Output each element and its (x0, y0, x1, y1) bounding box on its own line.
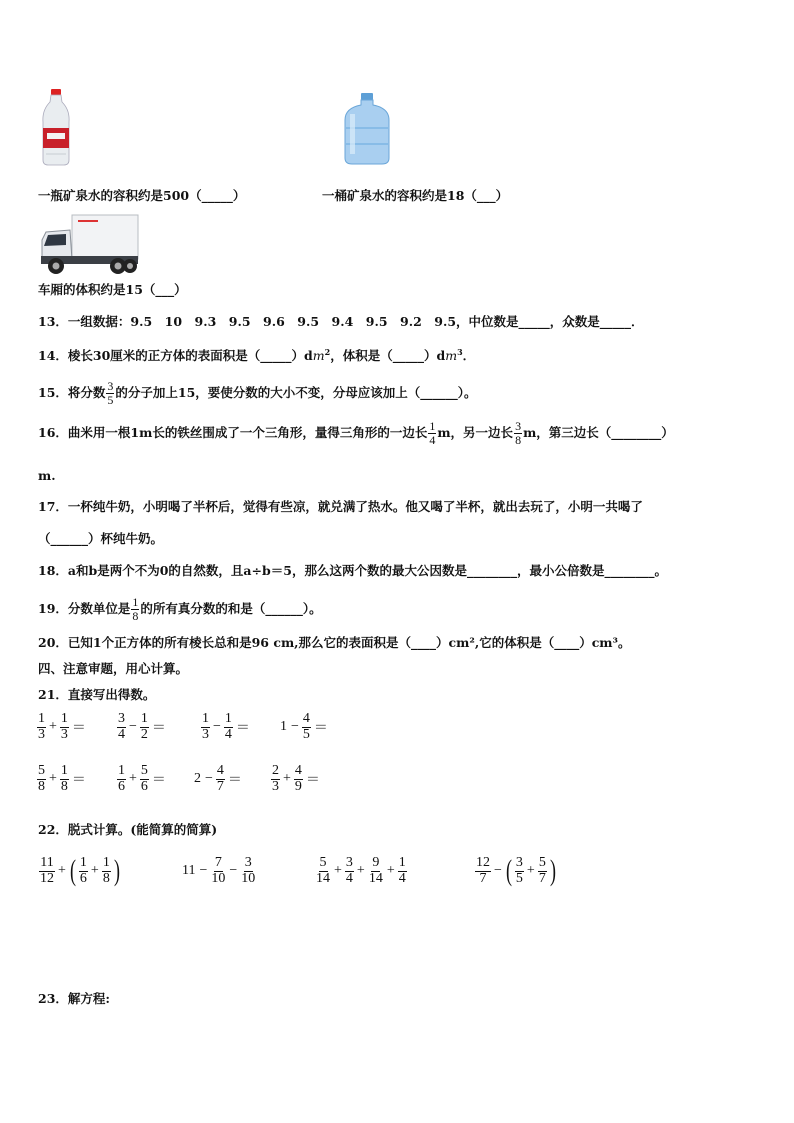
q21-expression (116, 764, 168, 794)
operator: 11 (182, 863, 196, 879)
q16-text-c: m，第三边长（________） (523, 424, 674, 440)
operator: + (334, 863, 342, 879)
fraction: $\frac{9}{14}$ (368, 855, 383, 886)
question-14 (38, 348, 475, 363)
operator: ＝ (151, 721, 166, 737)
operator: + (58, 863, 66, 879)
fraction-one-quarter: $\frac{1}{4}$ (429, 419, 436, 447)
question-13: 13．一组数据：9.5 10 9.3 9.5 9.6 9.5 9.4 9.5 9.2 9.5，中位数是_____，众数是_____． (38, 314, 644, 329)
fraction: $\frac{1}{3}$ (60, 711, 68, 742)
q14-text-a: 14．棱长30厘米的正方体的表面积是（_____）d (38, 348, 313, 364)
water-bottle-icon (40, 88, 72, 166)
section-4-heading: 四、注意审题，用心计算。 (38, 661, 189, 676)
q22-expression (180, 856, 257, 886)
q14-unit-m2: m (312, 348, 325, 364)
operator: 1 (280, 719, 287, 735)
q14-unit-m3: m (445, 348, 458, 364)
jug-caption: 一桶矿泉水的容积约是18（___） (322, 188, 509, 203)
fraction: $\frac{12}{7}$ (476, 855, 490, 886)
operator: ＝ (227, 773, 242, 789)
operator: − (229, 863, 238, 879)
truck-caption: 车厢的体积约是15（___） (38, 282, 187, 297)
fraction: $\frac{1}{6}$ (118, 763, 125, 794)
q14-text-b: ，体积是（_____）d (330, 348, 446, 364)
operator: 2 (194, 771, 201, 787)
fraction: $\frac{1}{3}$ (202, 711, 209, 742)
q15-text-b: 的分子加上15，要使分数的大小不变，分母应该加上（______）。 (115, 384, 477, 400)
fraction: $\frac{3}{5}$ (515, 855, 523, 886)
question-23: 23．解方程: (38, 991, 111, 1006)
fraction: $\frac{3}{4}$ (345, 855, 353, 886)
operator: − (213, 719, 221, 735)
question-15 (38, 380, 477, 406)
q21-expression (36, 764, 88, 794)
fraction: $\frac{1}{2}$ (140, 711, 148, 742)
q21-expression (270, 764, 322, 794)
question-17: 17．一杯纯牛奶，小明喝了半杯后，觉得有些凉，就兑满了热水。他又喝了半杯，就出去玩了，小明一共喝了 (38, 499, 643, 514)
operator: + (356, 863, 365, 879)
fraction: $\frac{5}{8}$ (38, 763, 45, 794)
operator: + (283, 771, 291, 787)
operator: − (129, 719, 137, 735)
question-17-cont: （______）杯纯牛奶。 (38, 531, 164, 546)
question-16 (38, 420, 674, 446)
fraction: $\frac{1}{8}$ (102, 855, 110, 886)
question-18: 18．a和b是两个不为0的自然数，且a÷b＝5，那么这两个数的最大公因数是________，最小公倍数是________。 (38, 563, 667, 578)
water-jug-icon (342, 92, 392, 166)
q19-text-a: 19．分数单位是 (38, 600, 131, 616)
fraction: $\frac{1}{3}$ (38, 711, 45, 742)
question-22: 22．脱式计算。(能简算的简算) (38, 822, 218, 837)
operator: − (199, 863, 208, 879)
bottle-caption: 一瓶矿泉水的容积约是500（_____） (38, 188, 246, 203)
operator: − (494, 863, 502, 879)
q16-text-b: m，另一边长 (437, 424, 514, 440)
q16-unit: m. (38, 468, 56, 483)
truck-icon (38, 212, 140, 276)
question-19 (38, 596, 322, 622)
fraction: $\frac{5}{14}$ (316, 855, 330, 886)
operator: + (90, 863, 99, 879)
fraction: $\frac{11}{12}$ (40, 855, 54, 886)
operator: + (386, 863, 395, 879)
parenthesis: ( (69, 854, 76, 888)
q21-expression (192, 764, 244, 794)
operator: ＝ (71, 773, 86, 789)
fraction: $\frac{1}{6}$ (79, 855, 87, 886)
q19-text-b: 的所有真分数的和是（______）。 (140, 600, 322, 616)
fraction: $\frac{5}{6}$ (140, 763, 148, 794)
fraction: $\frac{3}{4}$ (118, 711, 125, 742)
operator: ＝ (235, 721, 250, 737)
fraction-one-eighth: $\frac{1}{8}$ (132, 595, 139, 623)
q21-expression (36, 712, 88, 742)
question-21: 21．直接写出得数。 (38, 687, 156, 702)
operator: − (205, 771, 213, 787)
fraction: $\frac{7}{10}$ (211, 855, 226, 886)
q22-expression (38, 856, 122, 886)
q21-expression (200, 712, 252, 742)
q15-text-a: 15．将分数 (38, 384, 106, 400)
q14-sup-3: 3 (457, 347, 463, 357)
fraction-three-eighths: $\frac{3}{8}$ (515, 419, 522, 447)
operator: + (49, 771, 57, 787)
parenthesis: ) (549, 854, 556, 888)
fraction: $\frac{4}{5}$ (302, 711, 310, 742)
fraction: $\frac{1}{4}$ (224, 711, 232, 742)
q14-sup-2: 2 (324, 347, 331, 357)
q16-text-a: 16．曲米用一根1m长的铁丝围成了一个三角形，量得三角形的一边长 (38, 424, 428, 440)
fraction: $\frac{3}{10}$ (241, 855, 256, 886)
fraction: $\frac{4}{7}$ (216, 763, 224, 794)
parenthesis: ( (505, 854, 512, 888)
fraction: $\frac{1}{8}$ (60, 763, 68, 794)
fraction-three-fifths: $\frac{3}{5}$ (107, 379, 114, 407)
q21-expression (278, 712, 330, 742)
operator: ＝ (151, 773, 166, 789)
fraction: $\frac{1}{4}$ (398, 855, 406, 886)
operator: + (526, 863, 535, 879)
fraction: $\frac{2}{3}$ (272, 763, 279, 794)
fraction: $\frac{5}{7}$ (538, 855, 546, 886)
question-20: 20．已知1个正方体的所有棱长总和是96 cm,那么它的表面积是（____）cm²,它的体积是（____）cm³。 (38, 635, 631, 650)
operator: − (291, 719, 299, 735)
operator: + (49, 719, 57, 735)
q21-expression (116, 712, 168, 742)
q22-expression (314, 856, 408, 886)
operator: ＝ (71, 721, 86, 737)
parenthesis: ) (113, 854, 120, 888)
q14-end: ． (462, 348, 476, 364)
fraction: $\frac{4}{9}$ (294, 763, 302, 794)
operator: + (129, 771, 137, 787)
q22-expression (474, 856, 558, 886)
operator: ＝ (305, 773, 320, 789)
operator: ＝ (313, 721, 328, 737)
